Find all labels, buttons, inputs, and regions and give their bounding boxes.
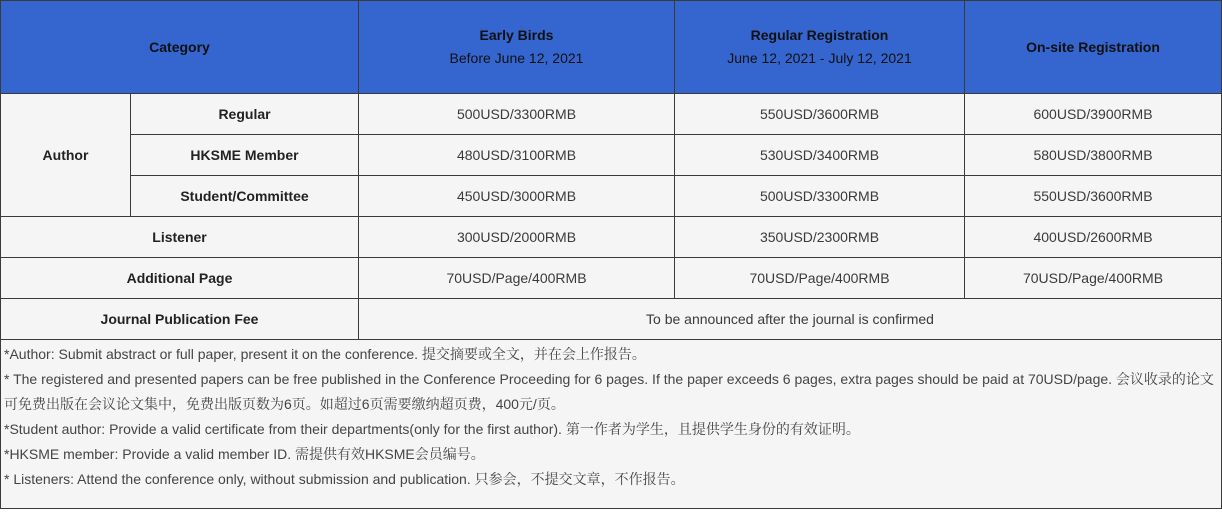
fee-hksme-onsite: 580USD/3800RMB xyxy=(965,135,1222,176)
note-author: *Author: Submit abstract or full paper, present it on the conference. 提交摘要或全文，并在会上作报告。 xyxy=(4,346,646,362)
table-row xyxy=(1,94,1222,135)
header-regular-date: June 12, 2021 - July 12, 2021 xyxy=(727,50,912,66)
row-label-regular: Regular xyxy=(131,94,359,135)
header-category-label: Category xyxy=(149,38,210,55)
fee-student-regular: 500USD/3300RMB xyxy=(675,176,965,217)
fee-regular-regular: 550USD/3600RMB xyxy=(675,94,965,135)
header-early-title: Early Birds xyxy=(479,27,554,43)
header-regular-title: Regular Registration xyxy=(750,27,889,43)
header-onsite-title: On-site Registration xyxy=(1026,38,1160,55)
fee-additional-early: 70USD/Page/400RMB xyxy=(359,258,675,299)
fee-regular-onsite: 600USD/3900RMB xyxy=(965,94,1222,135)
header-early-birds xyxy=(359,1,675,94)
note-student: *Student author: Provide a valid certificate from their departments(only for the first author). 第一作者为学生，且提供学生身份的有效证明。 xyxy=(4,421,860,437)
table-row xyxy=(1,176,1222,217)
header-early-date: Before June 12, 2021 xyxy=(449,50,584,66)
author-group-label: Author xyxy=(1,94,131,217)
fee-listener-regular: 350USD/2300RMB xyxy=(675,217,965,258)
fee-student-onsite: 550USD/3600RMB xyxy=(965,176,1222,217)
table-row xyxy=(1,135,1222,176)
fee-student-early: 450USD/3000RMB xyxy=(359,176,675,217)
notes-cell xyxy=(1,340,1222,509)
fee-additional-onsite: 70USD/Page/400RMB xyxy=(965,258,1222,299)
header-row xyxy=(1,1,1222,94)
fee-listener-early: 300USD/2000RMB xyxy=(359,217,675,258)
fee-hksme-regular: 530USD/3400RMB xyxy=(675,135,965,176)
table-row xyxy=(1,258,1222,299)
row-label-additional-page: Additional Page xyxy=(1,258,359,299)
note-proceeding: * The registered and presented papers can be free published in the Conference Proceeding for 6 pages. If the paper exceeds 6 pages, extra pages should be paid at 70USD/page. 会议收录的论文可免费出版在会议论文集中，免费出版页数为6页。如超过6页需要缴纳超页费，400元/页。 xyxy=(4,371,1214,412)
note-listeners: * Listeners: Attend the conference only, without submission and publication. 只参会，不提交文章，不作报告。 xyxy=(4,471,685,487)
table-row xyxy=(1,217,1222,258)
row-label-student: Student/Committee xyxy=(131,176,359,217)
row-label-journal-fee: Journal Publication Fee xyxy=(1,299,359,340)
fee-hksme-early: 480USD/3100RMB xyxy=(359,135,675,176)
table-row xyxy=(1,299,1222,340)
notes-row xyxy=(1,340,1222,509)
fee-regular-early: 500USD/3300RMB xyxy=(359,94,675,135)
fee-additional-regular: 70USD/Page/400RMB xyxy=(675,258,965,299)
header-regular-registration xyxy=(675,1,965,94)
header-category xyxy=(1,1,359,94)
note-hksme: *HKSME member: Provide a valid member ID. 需提供有效HKSME会员编号。 xyxy=(4,446,485,462)
header-onsite-registration xyxy=(965,1,1222,94)
row-label-hksme: HKSME Member xyxy=(131,135,359,176)
fee-listener-onsite: 400USD/2600RMB xyxy=(965,217,1222,258)
journal-fee-value: To be announced after the journal is confirmed xyxy=(359,299,1222,340)
row-label-listener: Listener xyxy=(1,217,359,258)
